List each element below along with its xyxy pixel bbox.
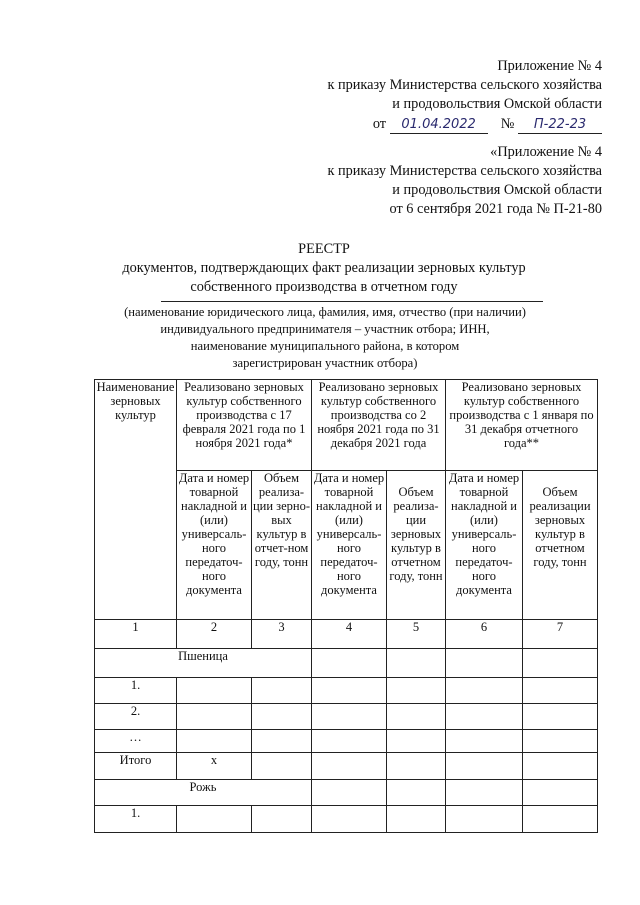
column-number: 4	[312, 620, 387, 649]
row-label-total: Итого	[95, 753, 177, 780]
group-header-1: Реализовано зерновых культур собственного производства с 17 февраля 2021 года по 1 ноября 2021 года*	[177, 380, 312, 471]
table-cell	[523, 780, 598, 806]
section-row-rye	[95, 780, 598, 806]
table-cell	[177, 730, 252, 753]
table-cell	[312, 678, 387, 704]
table-cell	[177, 806, 252, 833]
table-cell	[252, 753, 312, 780]
table-cell	[312, 730, 387, 753]
hint-line-3: наименование муниципального района, в котором	[190, 339, 460, 353]
table-cell	[312, 649, 387, 678]
order-date-line	[202, 115, 602, 134]
table-cell	[446, 806, 523, 833]
subheader-volume-1: Объем реализа-ции зерно-вых культур в отчет-ном году, тонн	[252, 471, 312, 620]
section-row-wheat	[95, 649, 598, 678]
subheader-doc-3: Дата и номер товарной накладной и (или) универсаль-ного передаточ-ного документа	[446, 471, 523, 620]
table-cell	[177, 678, 252, 704]
appendix-title: Приложение № 4	[497, 58, 602, 74]
table-cell	[387, 806, 446, 833]
table-cell	[523, 649, 598, 678]
table-cell	[387, 704, 446, 730]
column-number: 7	[523, 620, 598, 649]
col-crop-name-header: Наименование зерновых культур	[95, 380, 177, 620]
row-label: …	[95, 730, 177, 753]
table-cell	[387, 730, 446, 753]
document-title: РЕЕСТР	[298, 241, 350, 257]
table-group-header-row	[95, 380, 598, 471]
table-row	[95, 678, 598, 704]
table-row	[95, 730, 598, 753]
organization-name-line	[161, 301, 543, 302]
table-cell	[312, 704, 387, 730]
table-cell	[387, 780, 446, 806]
order-number: П-22-23	[518, 117, 602, 134]
table-cell	[523, 753, 598, 780]
order-line-2: и продовольствия Омской области	[392, 96, 602, 112]
table-cell	[312, 753, 387, 780]
subheader-doc-1: Дата и номер товарной накладной и (или) универсаль-ного передаточ-ного документа	[177, 471, 252, 620]
subheader-volume-2: Объем реализа-ции зерновых культур в отчетном году, тонн	[387, 471, 446, 620]
appendix-header	[202, 57, 602, 134]
table-cell	[252, 806, 312, 833]
table-cell	[446, 753, 523, 780]
subheader-volume-3: Объем реализации зерновых культур в отчетном году, тонн	[523, 471, 598, 620]
table-cell	[446, 678, 523, 704]
table-cell	[177, 704, 252, 730]
table-row	[95, 806, 598, 833]
row-label: 2.	[95, 704, 177, 730]
date-prefix: от	[372, 116, 387, 132]
table-cell	[446, 730, 523, 753]
table-cell	[523, 806, 598, 833]
table-cell	[312, 806, 387, 833]
document-subtitle-2: собственного производства в отчетном году	[190, 279, 458, 295]
column-number: 3	[252, 620, 312, 649]
table-cell	[446, 704, 523, 730]
order-line-1: к приказу Министерства сельского хозяйства	[327, 77, 602, 93]
document-title-block	[94, 240, 554, 297]
section-label-rye: Рожь	[95, 780, 312, 806]
previous-appendix-header	[202, 143, 602, 219]
total-mark: х	[177, 753, 252, 780]
number-prefix: №	[500, 116, 515, 132]
group-header-3: Реализовано зерновых культур собственного производства с 1 января по 31 декабря отчетного года**	[446, 380, 598, 471]
table-cell	[446, 649, 523, 678]
document-subtitle-1: документов, подтверждающих факт реализации зерновых культур	[122, 260, 526, 276]
total-row	[95, 753, 598, 780]
table-cell	[312, 780, 387, 806]
column-number: 5	[387, 620, 446, 649]
table-cell	[252, 704, 312, 730]
hint-line-1: (наименование юридического лица, фамилия, имя, отчество (при наличии)	[124, 305, 526, 319]
registry-table	[94, 379, 598, 833]
hint-line-4: зарегистрирован участник отбора)	[232, 356, 418, 370]
prev-order-date-line: от 6 сентября 2021 года № П-21-80	[389, 201, 602, 217]
column-number: 1	[95, 620, 177, 649]
table-cell	[523, 678, 598, 704]
group-header-2: Реализовано зерновых культур собственного производства со 2 ноября 2021 года по 31 декабря 2021 года	[312, 380, 446, 471]
prev-order-line-2: и продовольствия Омской области	[392, 182, 602, 198]
order-date: 01.04.2022	[390, 117, 488, 134]
table-cell	[446, 780, 523, 806]
table-cell	[523, 704, 598, 730]
table-cell	[387, 753, 446, 780]
table-cell	[252, 730, 312, 753]
table-cell	[523, 730, 598, 753]
row-label: 1.	[95, 678, 177, 704]
hint-line-2: индивидуального предпринимателя – участник отбора; ИНН,	[160, 322, 490, 336]
table-cell	[252, 678, 312, 704]
prev-order-line-1: к приказу Министерства сельского хозяйства	[327, 163, 602, 179]
table-row	[95, 704, 598, 730]
table-cell	[387, 649, 446, 678]
section-label-wheat: Пшеница	[95, 649, 312, 678]
prev-appendix-title: «Приложение № 4	[490, 144, 602, 160]
column-number: 6	[446, 620, 523, 649]
table-cell	[387, 678, 446, 704]
organization-hint	[110, 304, 540, 372]
subheader-doc-2: Дата и номер товарной накладной и (или) универсаль-ного передаточ-ного документа	[312, 471, 387, 620]
column-number-row	[95, 620, 598, 649]
column-number: 2	[177, 620, 252, 649]
row-label: 1.	[95, 806, 177, 833]
